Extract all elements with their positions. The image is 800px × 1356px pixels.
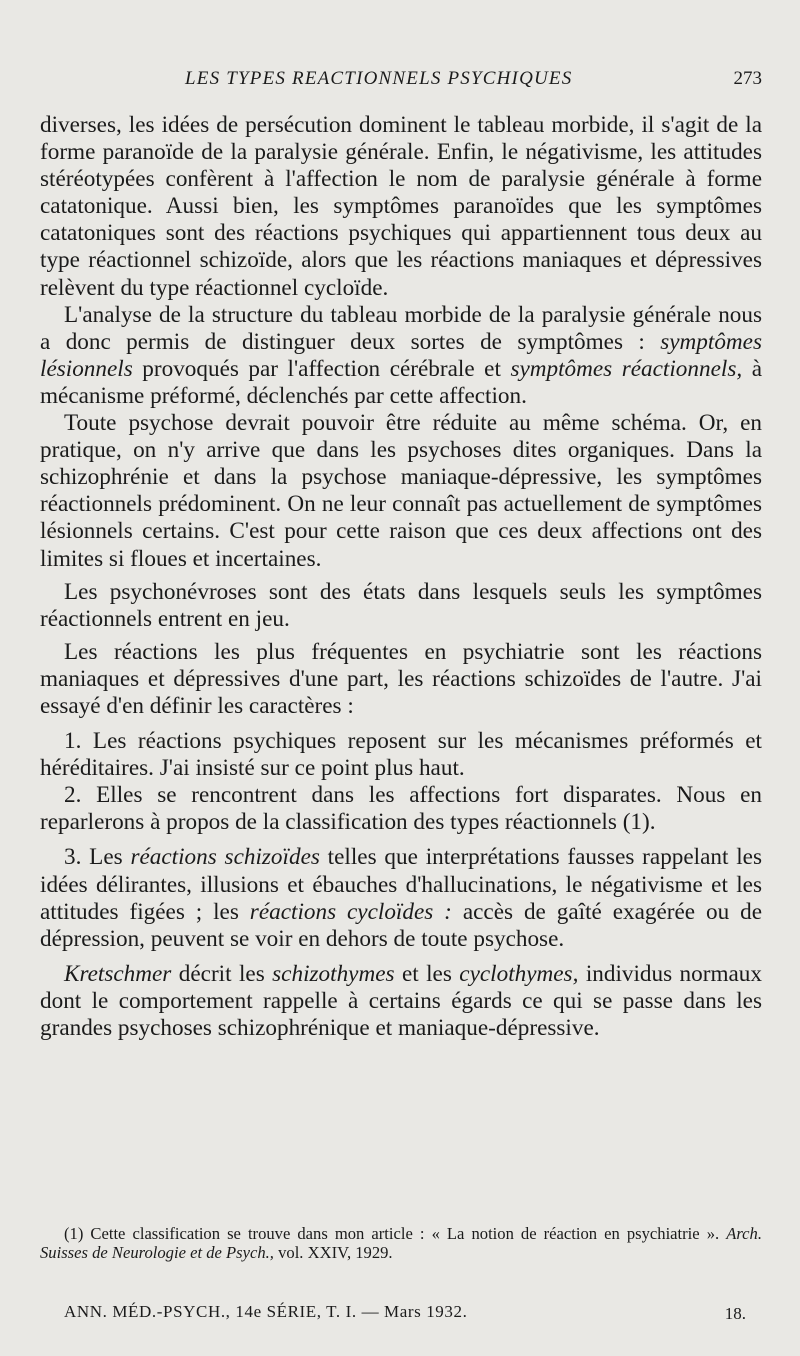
text-run: L'analyse de la structure du tableau morbide de la paralysie générale nous a donc permis de distinguer deux sortes de symptômes : <box>40 301 762 355</box>
text-run: Toute psychose devrait pouvoir être réduite au même schéma. Or, en pratique, on n'y arrive que dans les psychoses dites organiques. Dans la schizophrénie et dans la psychose maniaque-dépressive, les symptômes réactionnels prédominent. On ne leur connaît pas actuellement de symptômes lésionnels certains. C'est pour cette raison que ces deux affections ont des limites si floues et incertaines. <box>40 410 762 572</box>
text-run: Les réactions les plus fréquentes en psychiatrie sont les réactions maniaques et dépressives d'une part, les réactions schizoïdes de l'autre. J'ai essayé d'en définir les caractères : <box>40 638 762 719</box>
text-run: 2. Elles se rencontrent dans les affections fort disparates. Nous en reparlerons à propos de la classification des types réactionnels (1). <box>40 782 762 836</box>
text-run: décrit les <box>171 960 273 987</box>
text-run: vol. XXIV, 1929. <box>273 1243 393 1262</box>
text-run: 1. Les réactions psychiques reposent sur les mécanismes préformés et héréditaires. J'ai insisté sur ce point plus haut. <box>40 728 762 782</box>
text-run: (1) Cette classification se trouve dans mon article : « La notion de réaction en psychiatrie ». <box>64 1224 727 1243</box>
italic-text: Arch. Suisses de Neurologie et de Psych., <box>40 1224 762 1262</box>
paragraph <box>40 410 762 573</box>
body-text <box>40 112 762 1042</box>
text-run: individus normaux dont le comportement rappelle à certains égards ce qui se passe dans les grandes psychoses schizophrénique et maniaque-dépressive. <box>40 960 762 1041</box>
paragraph <box>40 112 762 302</box>
paragraph <box>40 961 762 1042</box>
text-run: à mécanisme préformé, déclenchés par cette affection. <box>40 355 762 409</box>
page-header <box>40 68 762 96</box>
page-footer <box>40 1302 762 1326</box>
italic-text: symptômes lésionnels <box>40 328 762 382</box>
italic-text: cyclothymes, <box>459 960 579 987</box>
page-number: 273 <box>733 68 762 89</box>
paragraph <box>40 782 762 836</box>
journal-citation: ANN. MÉD.-PSYCH., 14e SÉRIE, T. I. — Mars 1932. <box>64 1302 468 1321</box>
paragraph <box>40 844 762 952</box>
paragraph <box>40 302 762 410</box>
running-title: LES TYPES REACTIONNELS PSYCHIQUES <box>185 68 573 89</box>
paragraph <box>40 639 762 720</box>
text-run: accès de gaîté exagérée ou de dépression, peuvent se voir en dehors de toute psychose. <box>40 898 762 952</box>
paragraph <box>40 579 762 633</box>
text-run: Les psychonévroses sont des états dans lesquels seuls les symptômes réactionnels entrent en jeu. <box>40 578 762 632</box>
italic-text: schizothymes <box>272 960 395 987</box>
footnote <box>40 1224 762 1262</box>
text-run: 3. Les <box>64 844 131 871</box>
italic-text: réactions schizoïdes <box>130 844 320 871</box>
signature-mark: 18. <box>724 1304 746 1323</box>
italic-text: Kretschmer <box>64 960 172 987</box>
paragraph <box>40 728 762 782</box>
text-run: telles que interprétations fausses rappelant les idées délirantes, illusions et ébauches d'hallucinations, le négativisme et les attitudes figées ; les <box>40 844 762 925</box>
text-run: diverses, les idées de persécution dominent le tableau morbide, il s'agit de la forme paranoïde de la paralysie générale. Enfin, le négativisme, les attitudes stéréotypées confèrent à l'affection le nom de paralysie générale à forme catatonique. Aussi bien, les symptômes paranoïdes que les symptômes catatoniques sont des réactions psychiques qui appartiennent tous deux au type réactionnel schizoïde, alors que les réactions maniaques et dépressives relèvent du type réactionnel cycloïde. <box>40 112 762 301</box>
text-run: et les <box>394 960 460 987</box>
text-run: provoqués par l'affection cérébrale et <box>132 355 511 382</box>
italic-text: réactions cycloïdes : <box>249 898 452 925</box>
italic-text: symptômes réactionnels, <box>510 355 743 382</box>
